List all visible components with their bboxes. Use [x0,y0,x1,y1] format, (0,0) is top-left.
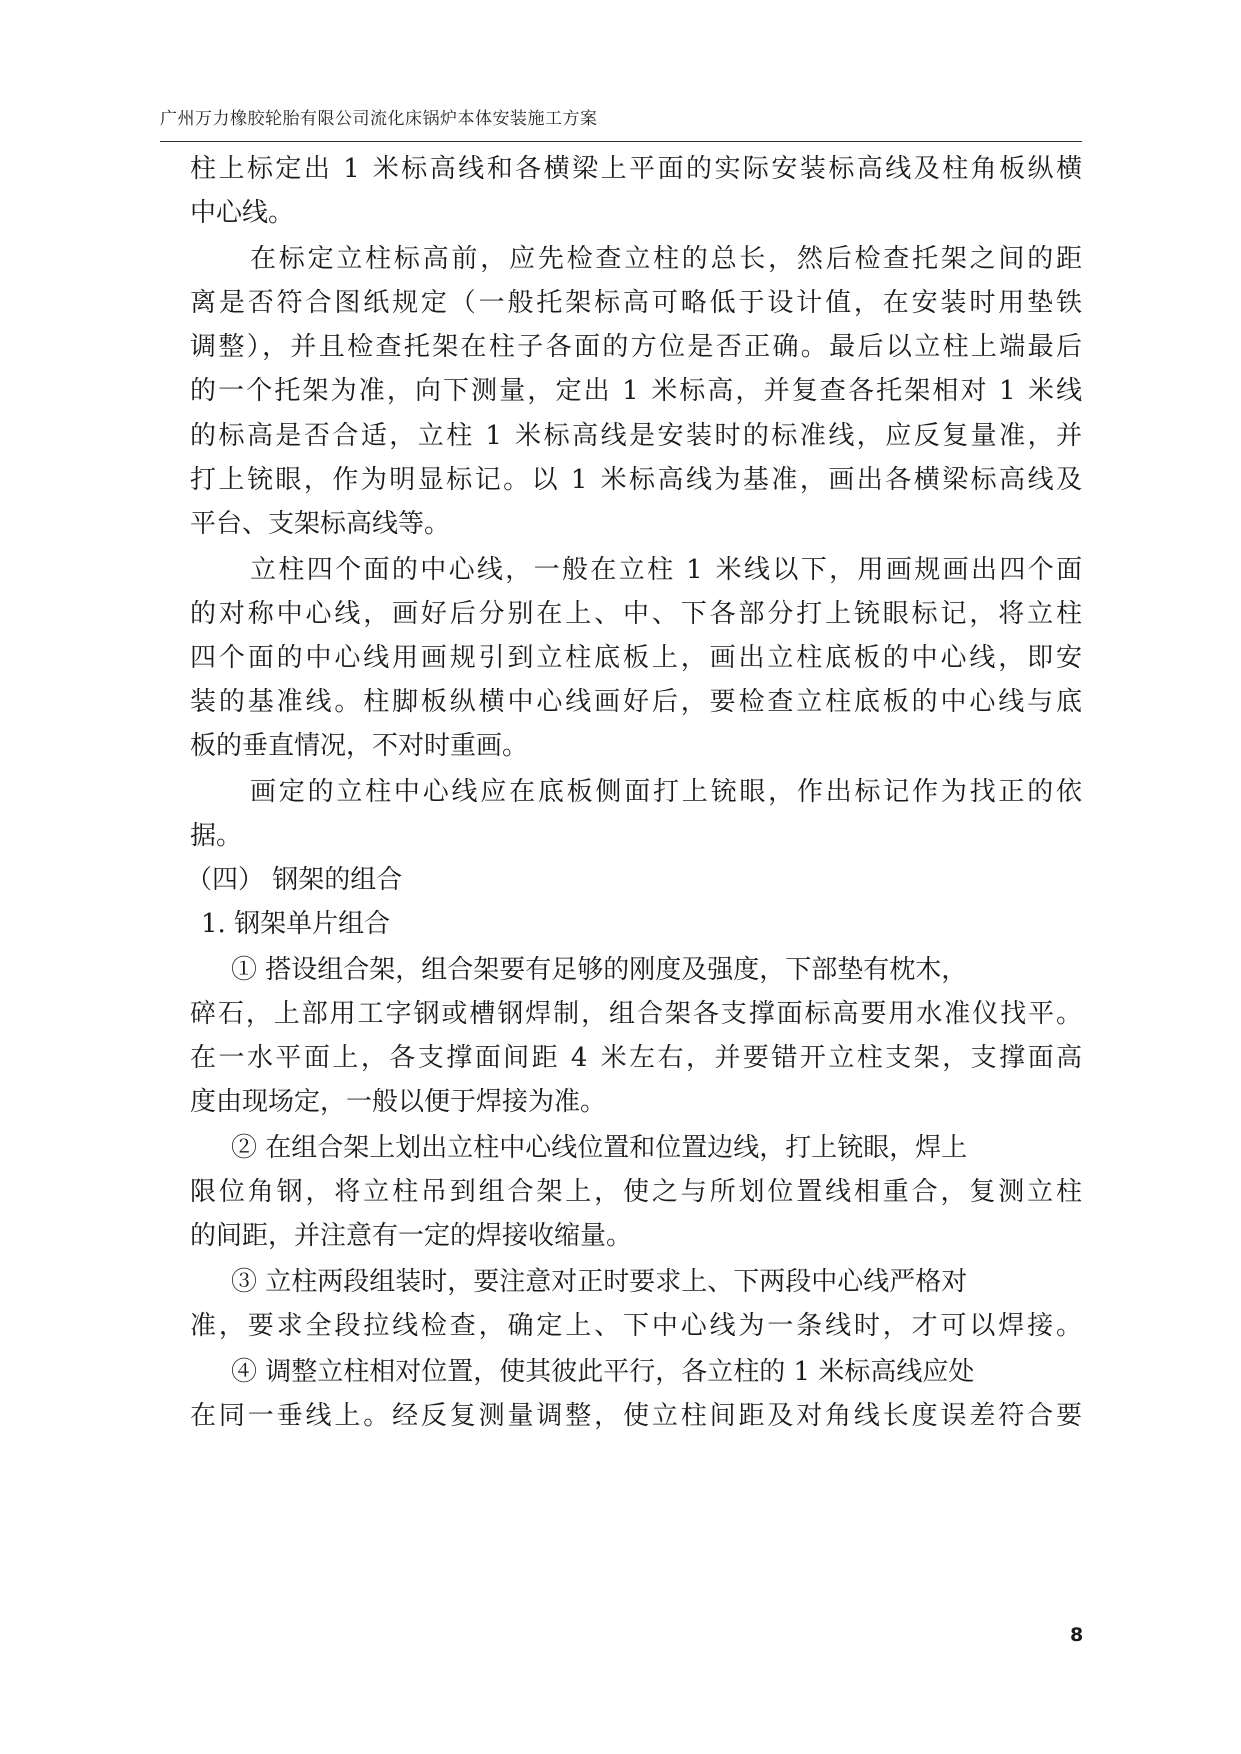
body-line: 度由现场定，一般以便于焊接为准。 [190,1087,607,1117]
body-line: 打上铳眼，作为明显标记。以 1 米标高线为基准，画出各横梁标高线及 [190,465,1085,495]
section-heading: （四） 钢架的组合 [186,865,403,895]
body-line: 的间距，并注意有一定的焊接收缩量。 [190,1221,633,1251]
body-line: 在一水平面上，各支撑面间距 4 米左右，并要错开立柱支架，支撑面高 [190,1043,1085,1073]
body-line: 准，要求全段拉线检查，确定上、下中心线为一条线时，才可以焊接。 [190,1311,1085,1341]
header-divider [160,141,1082,142]
body-line: ③ 立柱两段组装时，要注意对正时要求上、下两段中心线严格对 [231,1267,968,1297]
body-line: 限位角钢，将立柱吊到组合架上，使之与所划位置线相重合，复测立柱 [190,1177,1085,1207]
subsection-heading: 1. 钢架单片组合 [201,909,391,939]
body-line: 离是否符合图纸规定（一般托架标高可略低于设计值，在安装时用垫铁 [190,288,1085,318]
body-line: 板的垂直情况，不对时重画。 [190,731,529,761]
page-number: 8 [1070,1624,1084,1646]
body-line: 装的基准线。柱脚板纵横中心线画好后，要检查立柱底板的中心线与底 [190,687,1085,717]
body-line: 立柱四个面的中心线，一般在立柱 1 米线以下，用画规画出四个面 [250,555,1085,585]
body-line: 的标高是否合适，立柱 1 米标高线是安装时的标准线，应反复量准，并 [190,421,1085,451]
body-line: 在同一垂线上。经反复测量调整，使立柱间距及对角线长度误差符合要 [190,1401,1085,1431]
body-line: 的对称中心线，画好后分别在上、中、下各部分打上铳眼标记，将立柱 [190,599,1085,629]
body-line: 的一个托架为准，向下测量，定出 1 米标高，并复查各托架相对 1 米线 [190,376,1085,406]
body-line: 平台、支架标高线等。 [190,509,451,539]
document-header: 广州万力橡胶轮胎有限公司流化床锅炉本体安装施工方案 [160,109,598,129]
body-line: 在标定立柱标高前，应先检查立柱的总长，然后检查托架之间的距 [250,244,1085,274]
body-line: ④ 调整立柱相对位置，使其彼此平行，各立柱的 1 米标高线应处 [231,1357,975,1387]
body-line: 中心线。 [190,198,295,228]
body-line: ① 搭设组合架，组合架要有足够的刚度及强度，下部垫有枕木， [231,955,968,985]
body-line: 据。 [190,821,243,851]
body-line: 四个面的中心线用画规引到立柱底板上，画出立柱底板的中心线，即安 [190,643,1085,673]
body-line: 碎石，上部用工字钢或槽钢焊制，组合架各支撑面标高要用水准仪找平。 [190,999,1084,1029]
body-line: ② 在组合架上划出立柱中心线位置和位置边线，打上铳眼，焊上 [231,1133,968,1163]
body-line: 柱上标定出 1 米标高线和各横梁上平面的实际安装标高线及柱角板纵横 [190,154,1085,184]
body-line: 画定的立柱中心线应在底板侧面打上铳眼，作出标记作为找正的依 [250,777,1085,807]
body-line: 调整），并且检查托架在柱子各面的方位是否正确。最后以立柱上端最后 [190,332,1085,362]
